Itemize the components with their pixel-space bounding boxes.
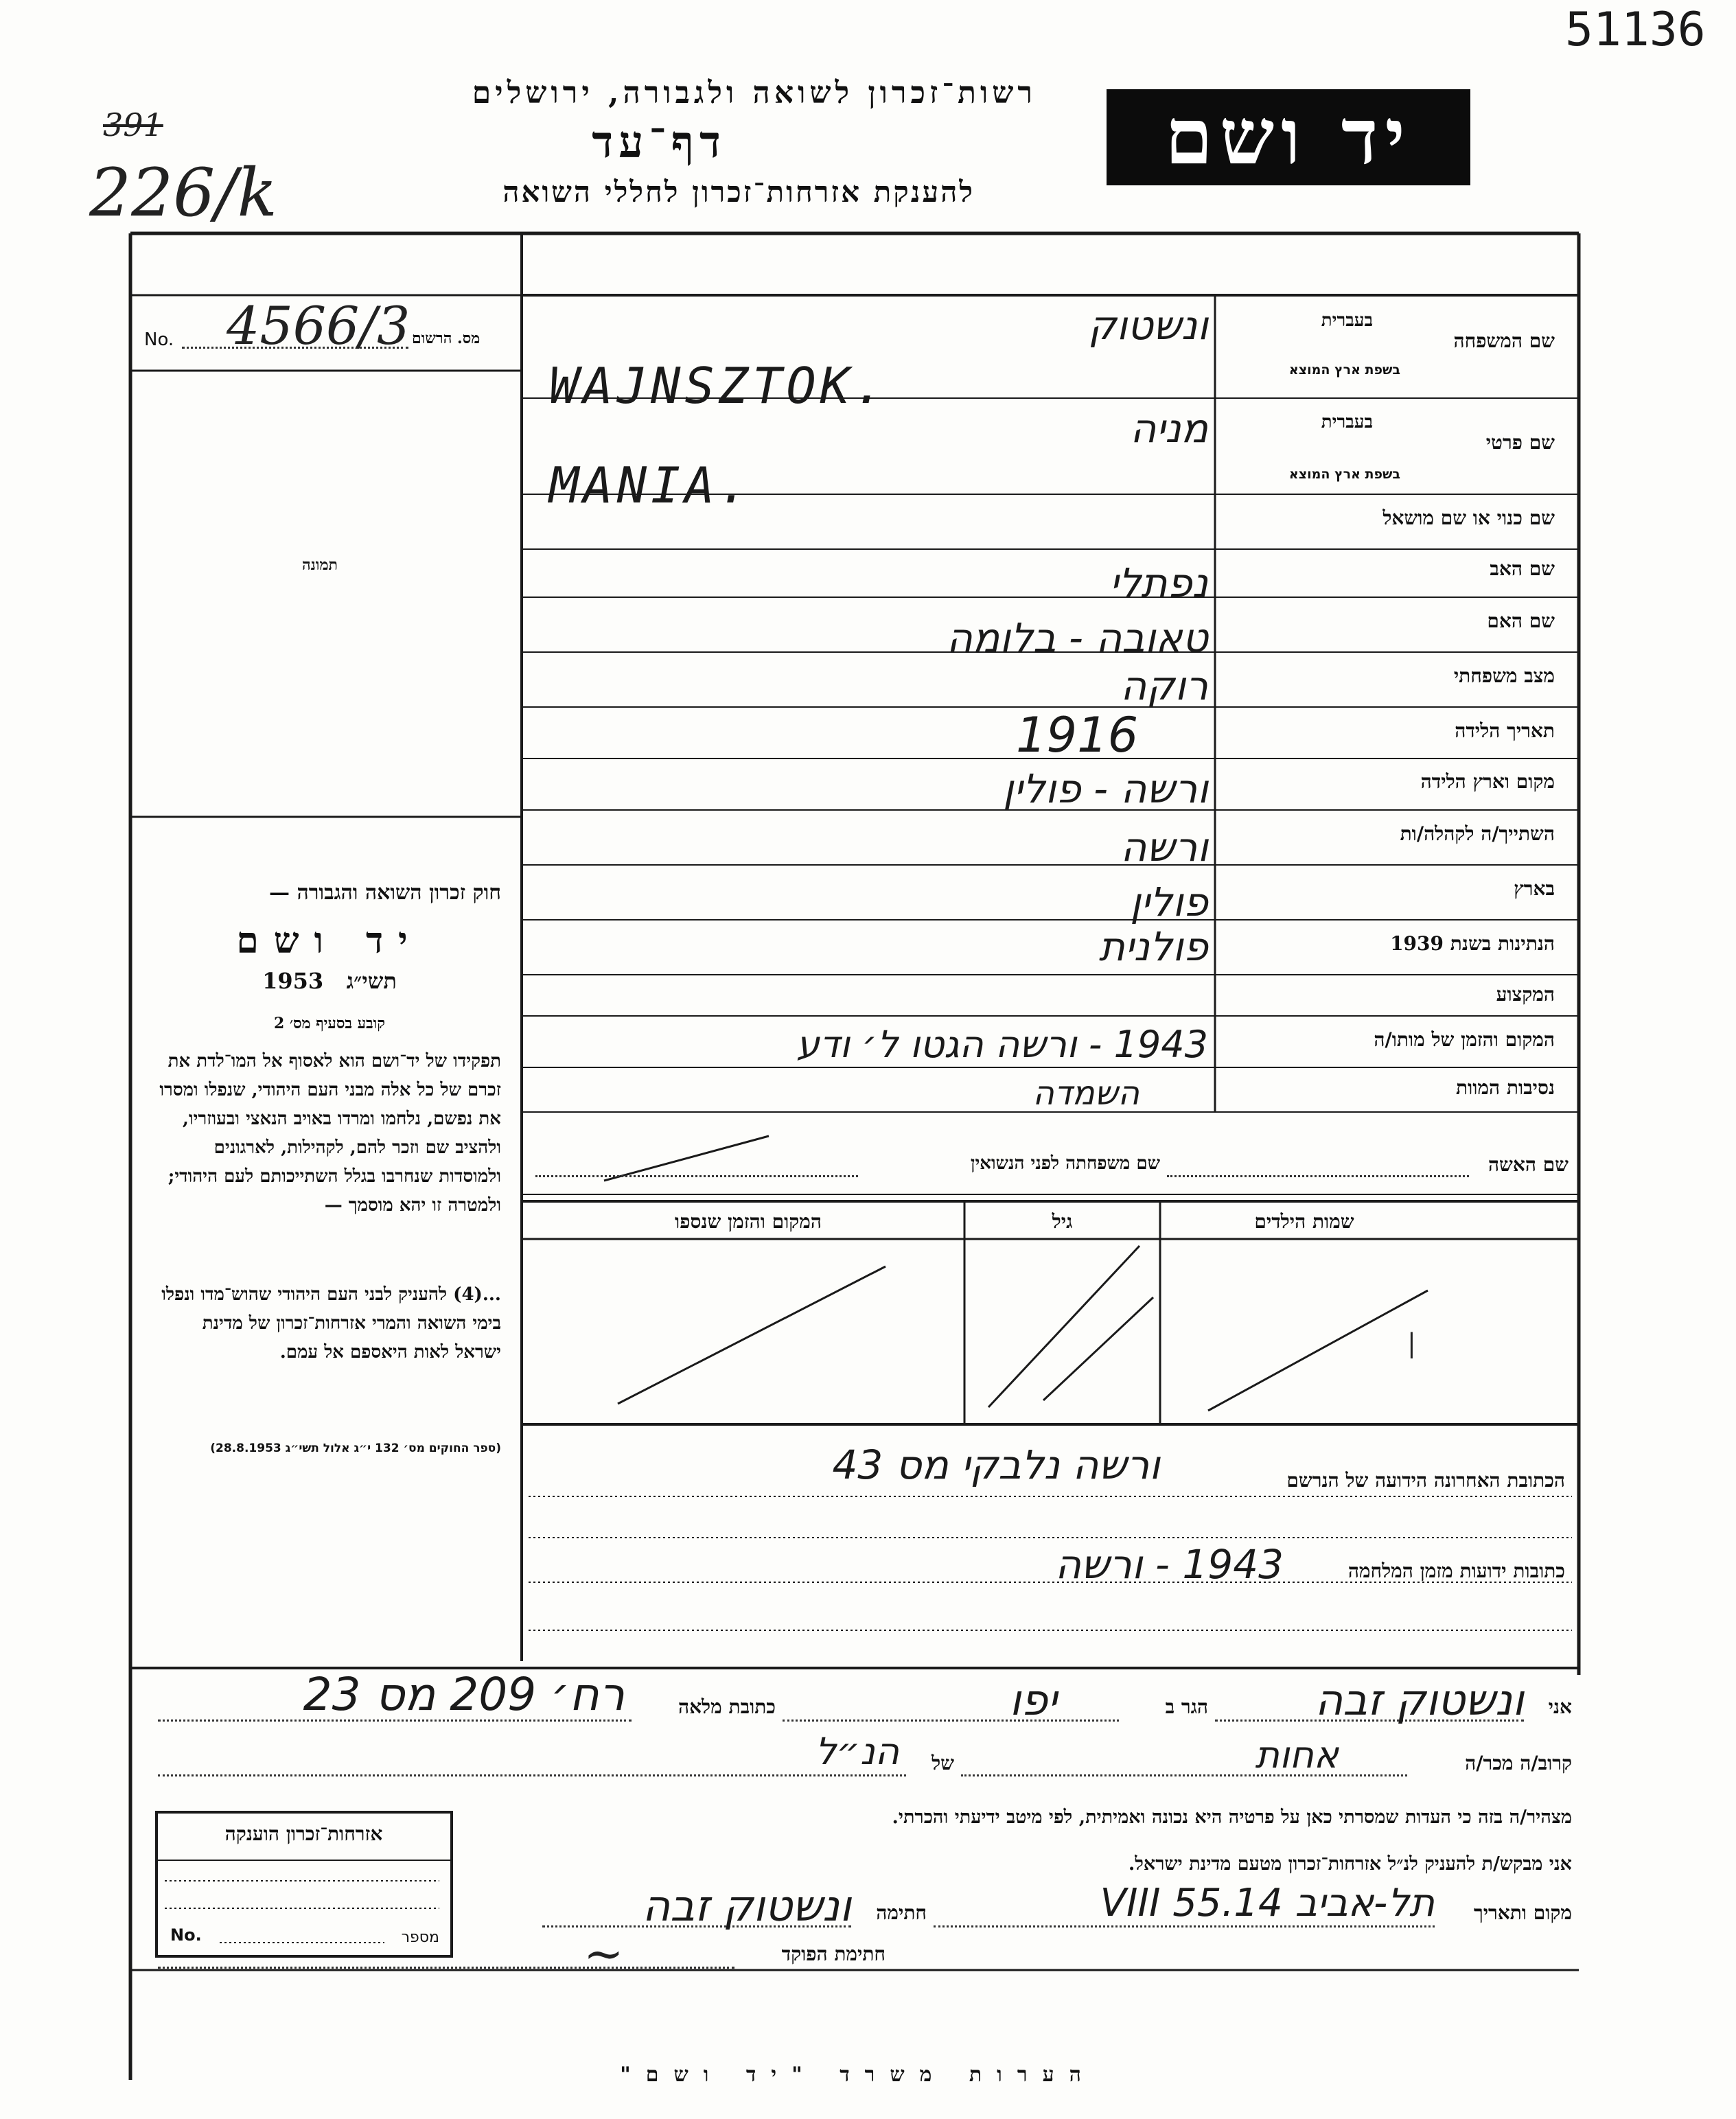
label-first-origin: בשפת ארץ המוצא	[1288, 467, 1400, 482]
declaration-text: מצהיר/ה בזה כי העדות שמסרתי כאן על פרטיה היא נכונה ואמיתית, לפי מיטב ידיעתי והכרתי.	[892, 1807, 1572, 1828]
citizenship-box-title: אזרחות־זכרון הוענקה	[224, 1822, 383, 1845]
label-profession: המקצוע	[1496, 983, 1555, 1006]
signature-value: ונשטוק זבה	[642, 1881, 851, 1931]
declarant-of: הנ״ל	[815, 1730, 899, 1773]
value-birth-date: 1916	[1016, 707, 1139, 763]
authority-title: רשות־זכרון לשואה ולגבורה, ירושלים	[472, 76, 1037, 111]
label-citizenship-1939: הנתינות בשנת 1939	[1390, 932, 1555, 955]
children-header-names: שמות הילדים	[1254, 1210, 1354, 1233]
label-mother: שם האם	[1487, 610, 1555, 632]
label-family-hebrew: בעברית	[1321, 310, 1373, 331]
value-marital: רוקה	[1120, 662, 1208, 709]
label-place-date: מקום ותאריך	[1473, 1901, 1572, 1924]
place-date-dots	[934, 1925, 1435, 1927]
form-title: דף־עד	[592, 117, 726, 168]
children-header-age: גיל	[1052, 1210, 1073, 1233]
citizenship-box-no-en: No.	[170, 1925, 202, 1945]
value-country: פולין	[1130, 879, 1208, 925]
label-full-address: כתובת מלאה	[678, 1695, 776, 1718]
label-family-origin: בשפת ארץ המוצא	[1288, 362, 1400, 378]
label-resident: הגר ב	[1165, 1695, 1208, 1718]
law-section: קובע בסעיף מס׳ 2	[273, 1015, 386, 1032]
declarant-street: רח׳ 209 מס 23	[303, 1668, 625, 1721]
label-signature: חתימה	[876, 1901, 927, 1924]
law-text-2: ...(4) להעניק לבני העם היהודי שהוש־מדו ונפלו בימי השואה והמרי אזרחות־זכרון של מדינת ישראל לאות היאספם אל עמם.	[161, 1284, 501, 1363]
law-title: חוק זכרון השואה והגבורה —	[269, 881, 501, 905]
label-first-name: שם פרטי	[1485, 431, 1555, 454]
value-family-origin: WAJNSZTOK.	[549, 357, 888, 415]
label-birth-place: מקום וארץ הלידה	[1420, 770, 1555, 793]
law-year-he: תשי״ג	[346, 968, 397, 994]
registration-label-he: מס. הרשום	[412, 329, 481, 347]
children-header-place: המקום והזמן שנספו	[675, 1210, 822, 1233]
registration-label-en: No.	[144, 329, 174, 350]
label-wife-maiden: שם משפחתה לפני הנשואין	[970, 1153, 1160, 1174]
value-first-hebrew: מניה	[1130, 405, 1208, 452]
official-signature-scribble: ~	[583, 1925, 624, 1982]
value-family-hebrew: ונשטוק	[1088, 302, 1208, 349]
label-birth-date: תאריך הלידה	[1455, 719, 1555, 742]
value-birth-place: ורשה - פולין	[1002, 765, 1208, 812]
wife-dots	[1167, 1175, 1469, 1177]
law-name: יד ושם	[236, 920, 423, 962]
children-mark: |	[1407, 1328, 1416, 1358]
label-nickname: שם כנוי או שם מושאל	[1382, 507, 1555, 529]
declarant-name: ונשטוק זבה	[1315, 1675, 1524, 1725]
label-marital: מצב משפחתי	[1453, 664, 1555, 687]
law-year	[158, 968, 501, 994]
value-mother: טאובה - בלומה	[947, 614, 1208, 661]
citizenship-box-no-he: מספר	[401, 1929, 439, 1946]
photo-label: תמונה	[302, 556, 338, 574]
label-community: השתייך/ה לקהלה/ות	[1400, 822, 1555, 845]
struck-number: 391	[103, 106, 163, 143]
law-text-1: תפקידו של יד־ושם הוא לאסוף אל המו־לדת את זכרם של כל אלה מבני העם היהודי, שנפלו ומסרו את נפשם, נלחמו ומרדו באויב הנאצי ובעוזריו, ולהציב שם וזכר להם, לקהילות, לארגונים ולמוסדות שנחרבו בגלל השתייכותם לעם היהודי; ולמטרה זו יהא מוסמך —	[159, 1051, 501, 1216]
label-first-hebrew: בעברית	[1321, 412, 1373, 432]
label-official-signature: חתימת הפוקד	[781, 1943, 886, 1965]
request-text: אני מבקש/ת להעניק לנ״ל אזרחות־זכרון מטעם מדינת ישראל.	[1128, 1853, 1572, 1875]
wife-maiden-dots	[535, 1175, 858, 1177]
registration-number: 4566/3	[227, 295, 410, 356]
official-dots	[158, 1967, 734, 1969]
label-war-address: כתובות ידועות מזמן המלחמה	[1347, 1560, 1565, 1582]
footer-notes: הערות משרד "יד ושם"	[620, 2063, 1096, 2087]
value-last-address: ורשה נלבקי מס 43	[832, 1441, 1160, 1488]
label-wife: שם האשה	[1488, 1153, 1569, 1176]
archive-number: 51136	[1565, 3, 1706, 57]
law-year-num: 1953	[262, 968, 324, 994]
value-first-origin: MANIA.	[549, 456, 753, 514]
law-reference: (ספר החוקים מס׳ 132 י״ג אלול תשי״ג 28.8.1953)	[210, 1441, 501, 1455]
file-number: 226/k	[89, 154, 277, 231]
value-death-place-time: 1943 - ורשה הגטו ל׳ ודע	[796, 1023, 1208, 1066]
value-father: נפתלי	[1109, 559, 1208, 606]
label-family-name: שם המשפחה	[1453, 329, 1555, 352]
yad-vashem-logo: יד ושם	[1107, 89, 1470, 185]
value-death-cause: השמדה	[1032, 1074, 1139, 1113]
label-father: שם האב	[1490, 557, 1555, 580]
label-of: של	[931, 1752, 954, 1774]
form-subtitle: להענקת אזרחות־זכרון לחללי השואה	[502, 175, 975, 209]
declarant-city: יפו	[1009, 1675, 1057, 1725]
label-relation: קרוב/ה מכר/ה	[1465, 1752, 1572, 1774]
value-war-address: 1943 - ורשה	[1055, 1541, 1284, 1588]
label-death-place-time: המקום והזמן של מותו/ה	[1374, 1028, 1555, 1051]
label-i: אני	[1548, 1695, 1572, 1718]
label-last-address: הכתובת האחרונה הידועה של הנרשם	[1286, 1469, 1565, 1492]
declarant-relation: אחות	[1255, 1733, 1339, 1776]
place-date-value: תל-אביב 14.VIII 55	[1100, 1881, 1435, 1925]
label-death-cause: נסיבות המוות	[1456, 1076, 1555, 1099]
value-citizenship-1939: פולנית	[1098, 923, 1208, 970]
label-country: בארץ	[1514, 877, 1555, 900]
value-community: ורשה	[1120, 824, 1208, 870]
of-dots	[158, 1774, 906, 1776]
